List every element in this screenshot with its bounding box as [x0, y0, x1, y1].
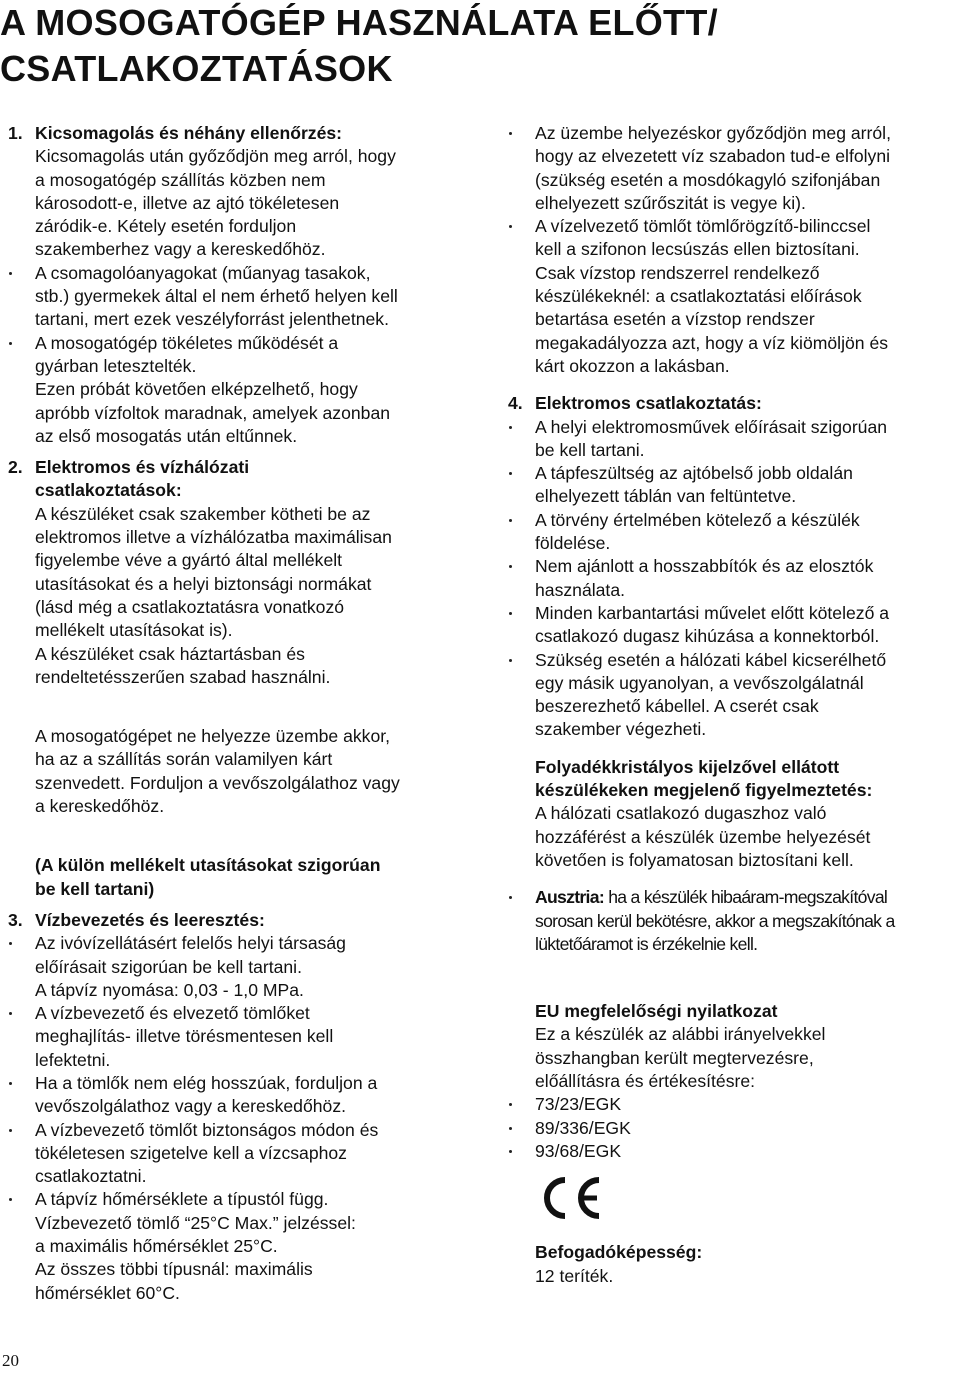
text-line: Ha a tömlők nem elég hosszúak, forduljon a — [35, 1072, 378, 1093]
bullet-item — [508, 122, 960, 215]
bullet-item — [508, 602, 960, 649]
title-line-1: A MOSOGATÓGÉP HASZNÁLATA ELŐTT/ — [0, 2, 718, 43]
text-line: hozzáférést a készülék üzembe helyezését — [535, 826, 871, 847]
section-1-body — [8, 145, 470, 261]
text-line: a kereskedőhöz. — [35, 796, 165, 817]
text-line: gyárban letesztelték. — [35, 355, 197, 376]
text-line: Vízbevezető tömlő “25°C Max.” jelzéssel: — [35, 1212, 356, 1233]
text-line: készülékeknél: a csatlakoztatási előírások — [535, 286, 862, 307]
directive-item: 73/23/EGK — [508, 1093, 960, 1116]
text-line: követően is folyamatosan biztosítani kell. — [535, 849, 854, 870]
bullet-item — [8, 1002, 470, 1072]
heading-line: Folyadékkristályos kijelzővel ellátott — [535, 756, 840, 777]
section-2-note — [8, 854, 470, 901]
lcd-warning-heading — [508, 756, 960, 803]
text-line: Ez a készülék az alábbi irányelvekkel — [535, 1024, 826, 1045]
text-line: a mosogatógép szállítás közben nem — [35, 169, 326, 190]
austria-note — [508, 886, 960, 956]
text-line: (szükség esetén a mosdókagyló szifonjában — [535, 169, 881, 190]
directive-item: 93/68/EGK — [508, 1140, 960, 1163]
text-line: a maximális hőmérséklet 25°C. — [35, 1236, 278, 1257]
section-4-number: 4. — [508, 393, 523, 414]
austria-text: ha a készülék hibaáram-megszakítóval — [608, 887, 888, 908]
text-line: A mosogatógépet ne helyezze üzembe akkor, — [35, 726, 391, 747]
text-line: apróbb vízfoltok maradnak, amelyek azonban — [35, 402, 391, 423]
text-line: be kell tartani. — [535, 439, 645, 460]
text-line: Minden karbantartási művelet előtt kötelező a — [535, 602, 890, 623]
text-line: elektromos illetve a vízhálózatba maximálisan — [35, 527, 392, 548]
text-line: A vízbevezető és elvezető tömlőket — [35, 1003, 310, 1024]
text-line: lefektetni. — [35, 1049, 111, 1070]
text-line: A helyi elektromosművek előírásait szigorúan — [535, 416, 888, 437]
heading-line: Elektromos és vízhálózati — [35, 457, 250, 478]
text-line — [535, 886, 960, 909]
section-4-heading — [508, 392, 960, 415]
bullet-item — [508, 416, 960, 463]
text-line: károsodott-e, illetve az ajtó tökéletesen — [35, 192, 340, 213]
text-line: (lásd még a csatlakoztatásra vonatkozó — [35, 596, 345, 617]
text-line: mellékelt utasításokat is). — [35, 620, 233, 641]
text-line: lüktetőáramot is érzékelnie kell. — [535, 933, 758, 954]
text-line: (A külön mellékelt utasításokat szigorúan — [35, 855, 381, 876]
text-line: A tápfeszültség az ajtóbelső jobb oldalán — [535, 463, 853, 484]
text-line: Csak vízstop rendszerrel rendelkező — [535, 262, 820, 283]
text-line: rendeltetésszerűen szabad használni. — [35, 666, 331, 687]
eu-declaration-body — [508, 1023, 960, 1093]
text-line: csatlakozó dugasz kihúzása a konnektorból. — [535, 626, 880, 647]
text-line: hogy az elvezetett víz szabadon tud-e elfolyni — [535, 146, 891, 167]
text-line: beszerezhető kábellel. A cserét csak — [535, 696, 819, 717]
text-line: Az összes többi típusnál: maximális — [35, 1259, 313, 1280]
ce-mark-icon — [535, 1175, 605, 1221]
bullet-item — [8, 1188, 470, 1304]
text-line: tartani, mert ezek veszélyforrást jelenthetnek. — [35, 309, 389, 330]
text-line: csatlakoztatni. — [35, 1166, 147, 1187]
text-line: A tápvíz hőmérséklete a típustól függ. — [35, 1189, 329, 1210]
text-line: használata. — [535, 579, 625, 600]
text-line: elhelyezett szűrőszitát is vegye ki). — [535, 192, 806, 213]
heading-line: csatlakoztatások: — [35, 480, 182, 501]
right-column — [508, 122, 960, 1288]
text-line: A készüléket csak háztartásban és — [35, 643, 305, 664]
section-3-heading — [8, 909, 470, 932]
text-line: hőmérséklet 60°C. — [35, 1282, 180, 1303]
section-3-number: 3. — [8, 909, 23, 930]
text-line: be kell tartani) — [35, 878, 155, 899]
text-line: Ezen próbát követően elképzelhető, hogy — [35, 379, 358, 400]
text-line: Az ivóvízellátásért felelős helyi társaság — [35, 933, 346, 954]
text-line: A készüléket csak szakember kötheti be az — [35, 503, 371, 524]
bullet-item — [508, 215, 960, 378]
text-line: szakemberhez vagy a kereskedőhöz. — [35, 239, 326, 260]
text-line: Kicsomagolás után győződjön meg arról, hogy — [35, 146, 396, 167]
text-line: Nem ajánlott a hosszabbítók és az elosztók — [535, 556, 874, 577]
heading-line: készülékeken megjelenő figyelmeztetés: — [535, 780, 873, 801]
text-line: megakadályozza azt, hogy a víz kiömöljön és — [535, 332, 889, 353]
bullet-item — [8, 932, 470, 1002]
text-line: meghajlítás- illetve törésmentesen kell — [35, 1026, 334, 1047]
page-number: 20 — [2, 1351, 19, 1370]
text-line: A tápvíz nyomása: 0,03 - 1,0 MPa. — [35, 979, 304, 1000]
text-line: ha az a szállítás során valamilyen kárt — [35, 749, 333, 770]
text-line: Szükség esetén a hálózati kábel kicserélhető — [535, 649, 887, 670]
austria-label: Ausztria: — [535, 887, 604, 908]
text-line: sorosan kerül bekötésre, akkor a megszakítónak a — [535, 910, 895, 931]
section-1-number: 1. — [8, 123, 23, 143]
bullet-item — [8, 1119, 470, 1189]
text-line: utasításokat és a helyi biztonsági normákat — [35, 573, 372, 594]
section-3-title: Vízbevezetés és leeresztés: — [35, 909, 265, 930]
text-line: kárt okozzon a lakásban. — [535, 355, 730, 376]
section-2-heading — [8, 456, 470, 503]
text-line: A vízelvezető tömlőt tömlőrögzítő-bilinccsel — [535, 216, 871, 237]
text-line: stb.) gyermekek által el nem érhető helyen kell — [35, 286, 398, 307]
section-1-heading — [8, 122, 470, 145]
capacity-value: 12 teríték. — [535, 1265, 614, 1286]
capacity-heading: Befogadóképesség: — [535, 1242, 703, 1263]
text-line: A vízbevezető tömlőt biztonságos módon és — [35, 1119, 379, 1140]
text-line: összhangban került megtervezésre, — [535, 1047, 814, 1068]
text-line: Az üzembe helyezéskor győződjön meg arról, — [535, 123, 891, 143]
section-2-number: 2. — [8, 457, 23, 478]
text-line: az első mosogatás után eltűnnek. — [35, 425, 298, 446]
bullet-item — [508, 509, 960, 556]
text-line: betartása esetén a vízstop rendszer — [535, 309, 815, 330]
text-line: vevőszolgálathoz vagy a kereskedőhöz. — [35, 1096, 347, 1117]
section-4-title: Elektromos csatlakoztatás: — [535, 393, 762, 414]
text-line: előírásait szigorúan be kell tartani. — [35, 956, 302, 977]
text-line: szakember végezheti. — [535, 719, 707, 740]
title-line-2: CSATLAKOZTATÁSOK — [0, 48, 393, 89]
left-column — [8, 122, 470, 1305]
text-line: A csomagolóanyagokat (műanyag tasakok, — [35, 262, 371, 283]
text-line: szenvedett. Forduljon a vevőszolgálathoz vagy — [35, 772, 400, 793]
lcd-warning-body — [508, 802, 960, 872]
text-line: A mosogatógép tökéletes működését a — [35, 332, 339, 353]
section-1-title: Kicsomagolás és néhány ellenőrzés: — [35, 123, 343, 143]
directive-item: 89/336/EGK — [508, 1117, 960, 1140]
text-line: tökéletesen szigetelve kell a vízcsaphoz — [35, 1142, 347, 1163]
eu-declaration-heading: EU megfelelőségi nyilatkozat — [535, 1001, 778, 1022]
bullet-item — [508, 462, 960, 509]
text-line: egy másik ugyanolyan, a vevőszolgálatnál — [535, 672, 864, 693]
bullet-item — [8, 332, 470, 448]
text-line: A törvény értelmében kötelező a készülék — [535, 509, 860, 530]
text-line: záródik-e. Kétely esetén forduljon — [35, 216, 297, 237]
text-line: figyelembe véve a gyártó által mellékelt — [35, 550, 343, 571]
bullet-item — [508, 649, 960, 742]
section-2-body — [8, 503, 470, 689]
text-line: A hálózati csatlakozó dugaszhoz való — [535, 803, 827, 824]
bullet-item — [8, 1072, 470, 1119]
bullet-item — [508, 555, 960, 602]
section-2-warning — [8, 725, 470, 818]
bullet-item — [8, 262, 470, 332]
text-line: földelése. — [535, 533, 611, 554]
text-line: kell a szifonon lecsúszás ellen biztosítani. — [535, 239, 860, 260]
text-line: elhelyezett táblán van feltüntetve. — [535, 486, 797, 507]
page-title — [0, 0, 940, 92]
text-line: előállításra és értékesítésre: — [535, 1070, 756, 1091]
